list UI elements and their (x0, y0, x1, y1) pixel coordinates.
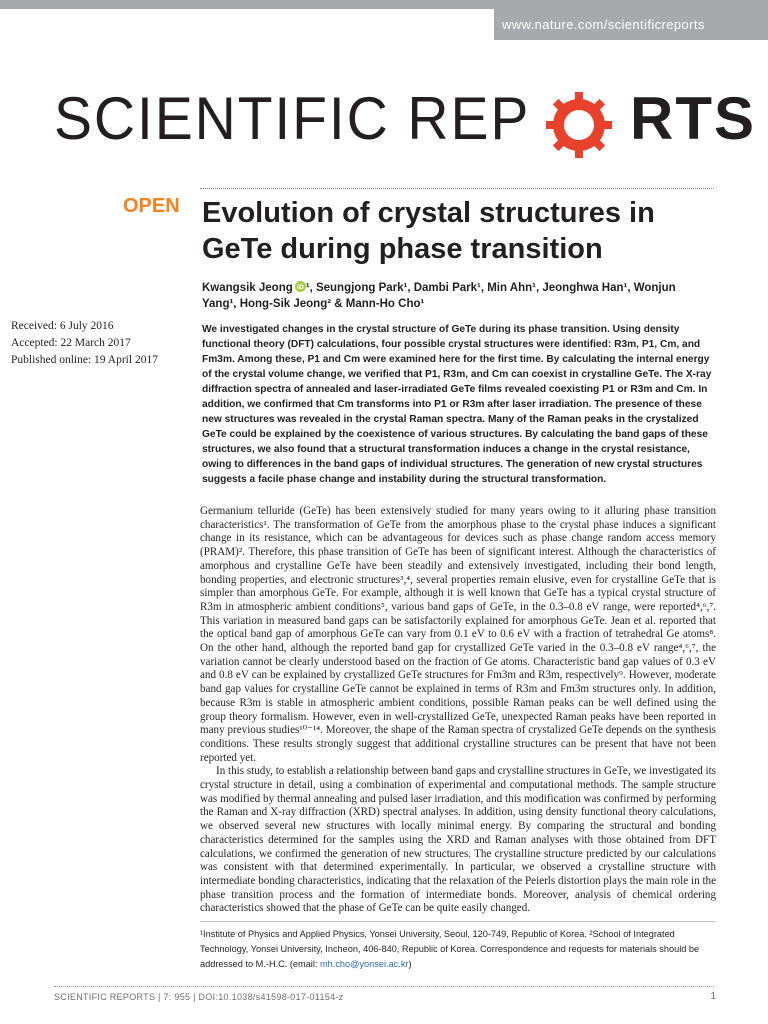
published-date: Published online: 19 April 2017 (11, 354, 158, 366)
abstract: We investigated changes in the crystal structure of GeTe during its phase transition. Using density functional theory (DFT) calculations, four possible crystal structures were identified: R3m, P1, Cm, and Fm3m. Among these, P1 and Cm were examined here for the first time. By calculating the internal energy of the crystal volume change, we verified that P1, R3m, and Cm can coexist in crystalline GeTe. The X-ray diffraction spectra of annealed and laser-irradiated GeTe films revealed coexisting P1 or R3m and Cm. In addition, we confirmed that Cm transforms into P1 or R3m after laser irradiation. The presence of these new structures was revealed in the crystal Raman spectra. Many of the Raman peaks in the crystalized GeTe could be explained by the coexistence of various structures. By calculating the band gaps of these structures, we also found that a structural transformation induces a change in the crystal resistance, owing to differences in the band gaps of individual structures. The generation of new crystal structures suggests a facile phase change and instability during the structural transformation. (202, 324, 712, 485)
article-title: Evolution of crystal structures in GeTe during phase transition (202, 197, 655, 265)
article-dates (11, 318, 196, 369)
svg-text:iD: iD (296, 284, 304, 291)
footnote-text: ¹Institute of Physics and Applied Physics, Yonsei University, Seoul, 120-749, Republic of Korea. ²School of Integrated Technology, Yonsei University, Incheon, 406-840, Republic of Korea. Correspondence and requests for materials should be addressed to M.-H.C. (email: (200, 929, 700, 969)
journal-url[interactable]: www.nature.com/scientificreports (494, 9, 768, 40)
affiliations-footnote (200, 927, 716, 972)
masthead-tail: RTS (630, 85, 756, 152)
open-access-label: OPEN (123, 195, 180, 217)
received-date: Received: 6 July 2016 (11, 320, 114, 332)
gear-logo-icon (540, 86, 618, 164)
author-first[interactable]: Kwangsik Jeong (202, 282, 293, 294)
footnote-divider (200, 921, 716, 922)
header-bar (0, 0, 768, 9)
author-line-2: Yang¹, Hong-Sik Jeong² & Mann-Ho Cho¹ (202, 298, 425, 310)
author-rest: ¹, Seungjong Park¹, Dambi Park¹, Min Ahn¹, Jeonghwa Han¹, Wonjun (305, 282, 676, 294)
footer-divider (54, 986, 714, 987)
journal-masthead (54, 84, 756, 164)
page-number: 1 (710, 991, 716, 1002)
footnote-close: ) (408, 959, 412, 969)
author-list (202, 280, 717, 312)
masthead-text: SCIENTIFIC REP (54, 85, 531, 152)
corresponding-email-link[interactable]: mh.cho@yonsei.ac.kr (320, 959, 409, 969)
title-divider (200, 188, 714, 189)
accepted-date: Accepted: 22 March 2017 (11, 337, 131, 349)
body-paragraph-1: Germanium telluride (GeTe) has been extensively studied for many years owing to it alluring phase transition characteristics¹. The transformation of GeTe from the amorphous phase to the crystal phase induces a significant change in its resistance, which can be advantageous for devices such as phase change random access memory (PRAM)². Therefore, this phase transition of GeTe has been of significant interest. Although the characteristics of amorphous and crystalline GeTe have been steadily and extensively investigated, including their bond length, bonding properties, and electronic structures³,⁴, several properties remain elusive, even for crystalline GeTe that is simpler than amorphous GeTe. For example, although it is well known that GeTe has a typical crystal structure of R3m in atmospheric ambient conditions⁵, various band gaps of GeTe, in the 0.3–0.8 eV range, were reported⁴,⁶,⁷. This variation in measured band gaps can be satisfactorily explained for amorphous GeTe. Jean et al. reported that the optical band gap of amorphous GeTe can vary from 0.1 eV to 0.6 eV with a fraction of tetrahedral Ge atoms⁸. On the other hand, although the reported band gap for crystallized GeTe varied in the 0.3–0.8 eV range⁴,⁶,⁷, the variation cannot be clearly understood based on the fraction of Ge atoms. Characteristic band gap values of 0.3 eV and 0.8 eV can be explained by crystallized GeTe structures for Fm3m and R3m, respectively⁹. However, moderate band gap values for crystalline GeTe cannot be explained in terms of R3m and Fm3m structures only. In addition, because R3m is stable in atmospheric ambient conditions, possible Raman peaks can be well defined using the group theory formalism. However, even in well-crystallized GeTe, unexpected Raman peaks have been reported in many previous studies¹⁰⁻¹⁴. Moreover, the shape of the Raman spectra of crystalized GeTe depends on the synthesis conditions. These results strongly suggest that additional crystalline structures can be present that have not been reported yet. (200, 505, 716, 764)
page-footer: SCIENTIFIC REPORTS | 7: 955 | DOI:10.1038/s41598-017-01154-z (54, 992, 344, 1002)
body-text (200, 505, 716, 916)
orcid-icon[interactable] (295, 281, 306, 292)
body-paragraph-2: In this study, to establish a relationship between band gaps and crystalline structures in GeTe, we investigated its crystal structure in detail, using a combination of experimental and computational methods. The sample structure was modified by thermal annealing and pulsed laser irradiation, and this modification was confirmed by performing the Raman and X-ray diffraction (XRD) spectral analyses. In addition, using density functional theory calculations, we observed several new structures with locally minimal energy. By comparing the structural and bonding characteristics determined for the samples using the XRD and Raman analyses with those obtained from DFT calculations, we confirmed the generation of new structures. The crystalline structure predicted by our calculations was consistent with that determined experimentally. In particular, we observed a crystalline structure with intermediate bonding characteristics, indicating that the relaxation of the Peierls distortion plays the main role in the phase transition process and the formation of intermediate bonds. Moreover, analysis of chemical ordering characteristics showed that the phase of GeTe can be quite easily changed. (200, 765, 716, 915)
